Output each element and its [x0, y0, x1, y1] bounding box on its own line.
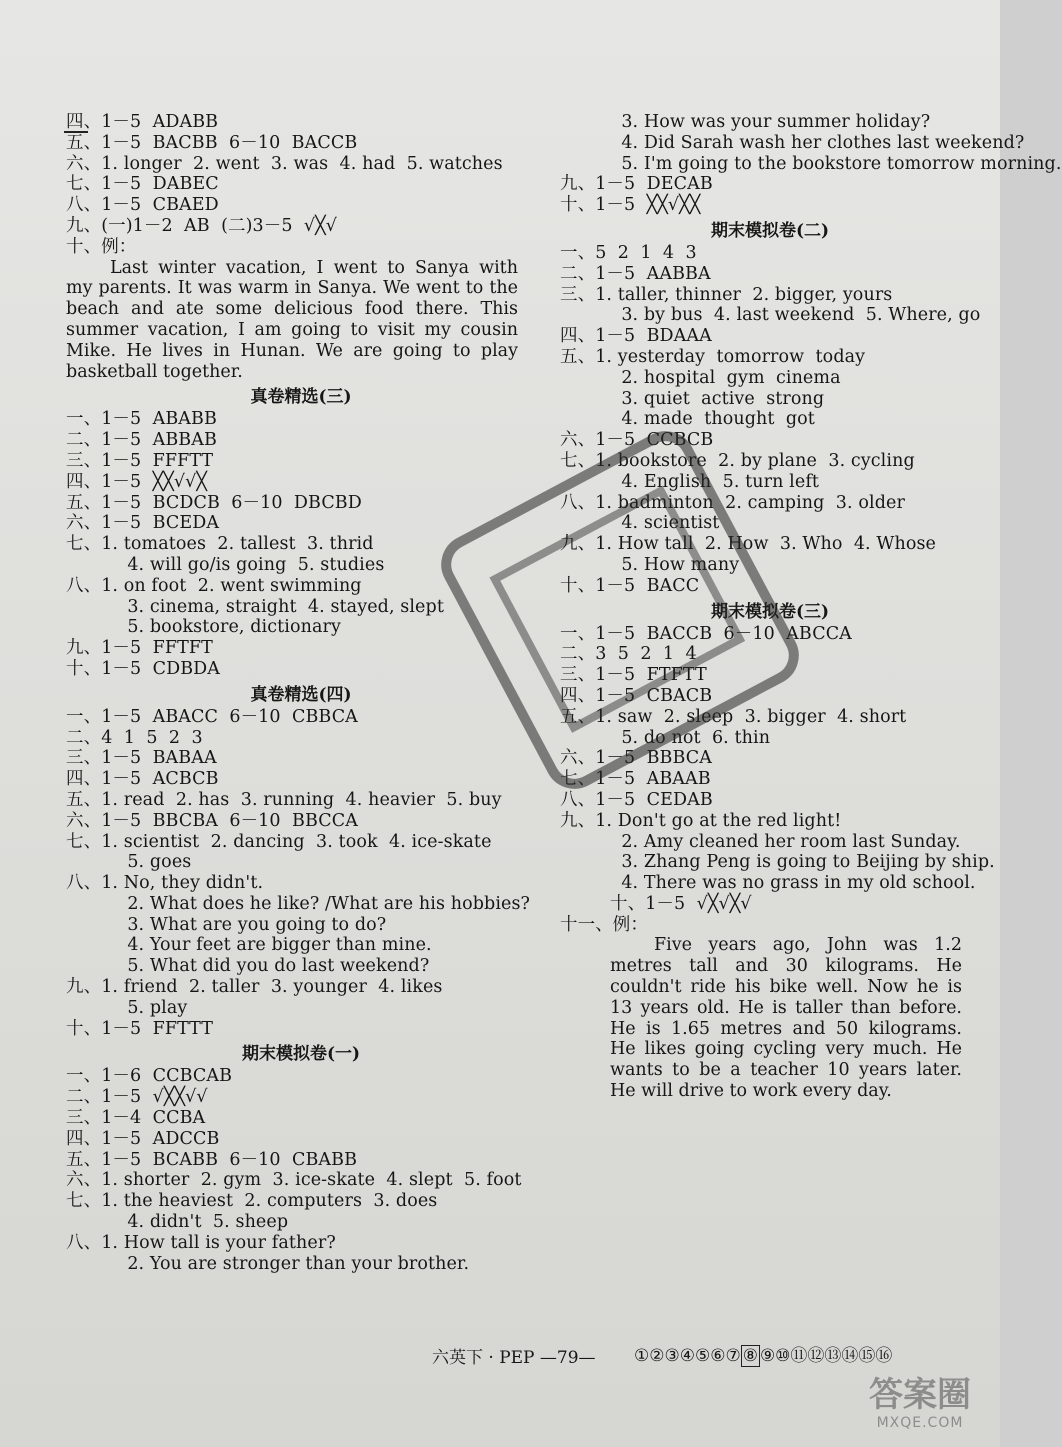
answer-line: 九、(一)1－2 AB (二)3－5 √╳√ — [66, 215, 338, 236]
answer-line: 五、1. read 2. has 3. running 4. heavier 5. buy — [66, 789, 502, 810]
right-top-answers — [560, 112, 1062, 216]
answer-line: 5. What did you do last weekend? — [116, 956, 430, 977]
answer-line: 四、1－5 ADCCB — [66, 1128, 220, 1149]
answer-line: 5. I'm going to the bookstore tomorrow morning. — [610, 153, 1062, 174]
answer-line: 3. What are you going to do? — [116, 914, 387, 935]
answer-line: 七、1－5 ABAAB — [560, 769, 711, 790]
answer-line: 2. Amy cleaned her room last Sunday. — [610, 831, 961, 852]
answer-line: 七、1. the heaviest 2. computers 3. does — [66, 1191, 438, 1212]
answer-line: 5. play — [116, 997, 188, 1018]
answer-line: 一、5 2 1 4 3 — [560, 242, 697, 263]
answer-line: 5. bookstore, dictionary — [116, 617, 341, 638]
section-title-mock-3: 期末模拟卷(三) — [710, 601, 830, 622]
answer-line: 九、1－5 DECAB — [560, 174, 713, 195]
answer-line: 九、1. How tall 2. How 3. Who 4. Whose — [560, 534, 937, 555]
answer-line: 七、1. bookstore 2. by plane 3. cycling — [560, 450, 915, 471]
answer-line: 3. Zhang Peng is going to Beijing by ship. — [610, 852, 995, 873]
right-column — [560, 112, 1062, 1102]
answer-line: 4. English 5. turn left — [610, 471, 820, 492]
essay-sample-2: Five years ago, John was 1.2 metres tall and 30 kilograms. He couldn't ride his bike well. Now he is 13 years old. He is taller than before. He is 1.65 metres and 50 kilograms. He likes going cycling very much. He wants to be a teacher 10 years later. He will drive to work every day. — [610, 935, 962, 1102]
answer-line: 六、1. longer 2. went 3. was 4. had 5. watches — [66, 153, 503, 174]
answer-line: 4. Did Sarah wash her clothes last weekend? — [610, 132, 1025, 153]
section-title-zhenjuan-3: 真卷精选(三) — [250, 387, 352, 408]
answer-line: 十、1－5 CDBDA — [66, 658, 221, 679]
answer-line: 十、1－5 FFTTT — [66, 1018, 214, 1039]
answer-line: 三、1－4 CCBA — [66, 1108, 206, 1129]
answer-line: 四、1－5 ACBCB — [66, 769, 219, 790]
answer-line: 十、1－5 ╳╳√╳╳ — [560, 195, 701, 216]
answer-line: 一、1－5 BACCB 6－10 ABCCA — [560, 623, 852, 644]
answer-line: 五、1－5 BACBB 6－10 BACCB — [66, 132, 358, 153]
answer-line: 八、1. No, they didn't. — [66, 873, 264, 894]
answer-line: 4. will go/is going 5. studies — [116, 554, 385, 575]
watermark-url: MXQE.COM — [876, 1415, 964, 1431]
section-title-mock-2: 期末模拟卷(二) — [710, 220, 830, 241]
answer-line: 五、1. saw 2. sleep 3. bigger 4. short — [560, 706, 907, 727]
section-mock-3 — [560, 623, 995, 936]
answer-line: 三、1. taller, thinner 2. bigger, yours — [560, 284, 893, 305]
answer-line: 五、1－5 BCABB 6－10 CBABB — [66, 1149, 358, 1170]
answer-line: 2. You are stronger than your brother. — [116, 1253, 470, 1274]
answer-line: 4. Your feet are bigger than mine. — [116, 935, 432, 956]
circled-numbers-before: ①②③④⑤⑥⑦ — [634, 1346, 741, 1366]
answer-line: 四、1－5 BDAAA — [560, 326, 712, 347]
answer-line: 4. didn't 5. sheep — [116, 1212, 289, 1233]
answer-line: 五、1. yesterday tomorrow today — [560, 346, 866, 367]
answer-line: 五、1－5 BCDCB 6－10 DBCBD — [66, 492, 362, 513]
section-zhenjuan-4 — [66, 707, 536, 1040]
answer-line: 四、1－5 ╳╳√√╳ — [66, 471, 208, 492]
answer-line: 八、1. How tall is your father? — [66, 1232, 336, 1253]
answer-line: 5. goes — [116, 852, 192, 873]
answer-line: 二、1－5 AABBA — [560, 263, 711, 284]
answer-line: 2. hospital gym cinema — [610, 367, 841, 388]
answer-line: 一、1－6 CCBCAB — [66, 1066, 233, 1087]
answer-line: 3. How was your summer holiday? — [610, 112, 931, 132]
answer-line: 六、1. shorter 2. gym 3. ice-skate 4. slept 5. foot — [66, 1170, 522, 1191]
answer-line: 5. How many — [610, 554, 740, 575]
essay-sample-1: Last winter vacation, I went to Sanya with my parents. It was warm in Sanya. We went to the beach and ate some delicious food there. This summer vacation, I am going to visit my cousin Mike. He lives in Hunan. We are going to play basketball together. — [66, 257, 518, 382]
site-watermark — [854, 1375, 986, 1439]
answer-line: 四、1－5 ADABB — [66, 112, 219, 132]
answer-line: 六、1－5 BCEDA — [66, 513, 220, 534]
answer-line: 3. cinema, straight 4. stayed, slept — [116, 596, 444, 617]
answer-line: 四、1－5 CBACB — [560, 685, 713, 706]
answer-line: 九、1. friend 2. taller 3. younger 4. likes — [66, 977, 443, 998]
answer-line: 七、1. tomatoes 2. tallest 3. thrid — [66, 534, 374, 555]
section-zhenjuan-3 — [66, 409, 536, 679]
answer-line: 九、1－5 FFTFT — [66, 638, 213, 659]
left-top-answers — [66, 112, 536, 258]
answer-line: 4. made thought got — [610, 409, 815, 430]
answer-line: 六、1－5 CCBCB — [560, 430, 714, 451]
answer-line: 4. There was no grass in my old school. — [610, 873, 976, 894]
left-column — [66, 112, 536, 1274]
answer-line: 六、1－5 BBCBA 6－10 BBCCA — [66, 810, 358, 831]
answer-line: 六、1－5 BBBCA — [560, 748, 713, 769]
page-number-label: 六英下 · PEP —79— — [432, 1348, 596, 1368]
answer-line: 三、1－5 BABAA — [66, 748, 217, 769]
answer-line: 十一、例： — [560, 914, 648, 935]
section-title-mock-1: 期末模拟卷(一) — [241, 1044, 361, 1065]
answer-line: 二、3 5 2 1 4 — [560, 644, 697, 665]
answer-line: 九、1. Don't go at the red light! — [560, 810, 842, 831]
circled-number-strip — [634, 1341, 892, 1366]
answer-line: 二、1－5 ABBAB — [66, 430, 217, 451]
answer-line: 八、1. on foot 2. went swimming — [66, 575, 362, 596]
answer-line: 十、1－5 √╳√╳√ — [610, 893, 752, 914]
answer-line: 一、1－5 ABABB — [66, 409, 217, 430]
answer-line: 八、1. badminton 2. camping 3. older — [560, 492, 905, 513]
answer-line: 3. by bus 4. last weekend 5. Where, go — [610, 305, 981, 326]
answer-line: 2. What does he like? /What are his hobbies? — [116, 893, 531, 914]
answer-line: 4. scientist — [610, 513, 720, 534]
answer-line: 三、1－5 FFFTT — [66, 450, 214, 471]
answer-line: 3. quiet active strong — [610, 388, 825, 409]
answer-line: 5. do not 6. thin — [610, 727, 771, 748]
answer-line: 八、1－5 CEDAB — [560, 789, 713, 810]
circled-numbers-after: ⑨⑩⑪⑫⑬⑭⑮⑯ — [759, 1346, 893, 1366]
section-mock-2 — [560, 243, 980, 597]
answer-line: 一、1－5 ABACC 6－10 CBBCA — [66, 706, 358, 727]
page-footer — [0, 1335, 1000, 1375]
watermark-text: 答案圈 — [869, 1375, 971, 1415]
answer-line: 三、1－5 FTFTT — [560, 665, 707, 686]
answer-line: 二、4 1 5 2 3 — [66, 727, 203, 748]
section-title-zhenjuan-4: 真卷精选(四) — [250, 684, 352, 705]
answer-line: 十、1－5 BACC — [560, 575, 700, 596]
section-mock-1 — [66, 1066, 536, 1274]
circled-number-boxed: ⑧ — [742, 1346, 758, 1366]
answer-line: 二、1－5 √╳╳√√ — [66, 1087, 208, 1108]
answer-line: 七、1. scientist 2. dancing 3. took 4. ice-skate — [66, 831, 492, 852]
answer-line: 十、例： — [66, 236, 137, 257]
answer-line: 七、1－5 DABEC — [66, 174, 219, 195]
answer-line: 八、1－5 CBAED — [66, 195, 219, 216]
